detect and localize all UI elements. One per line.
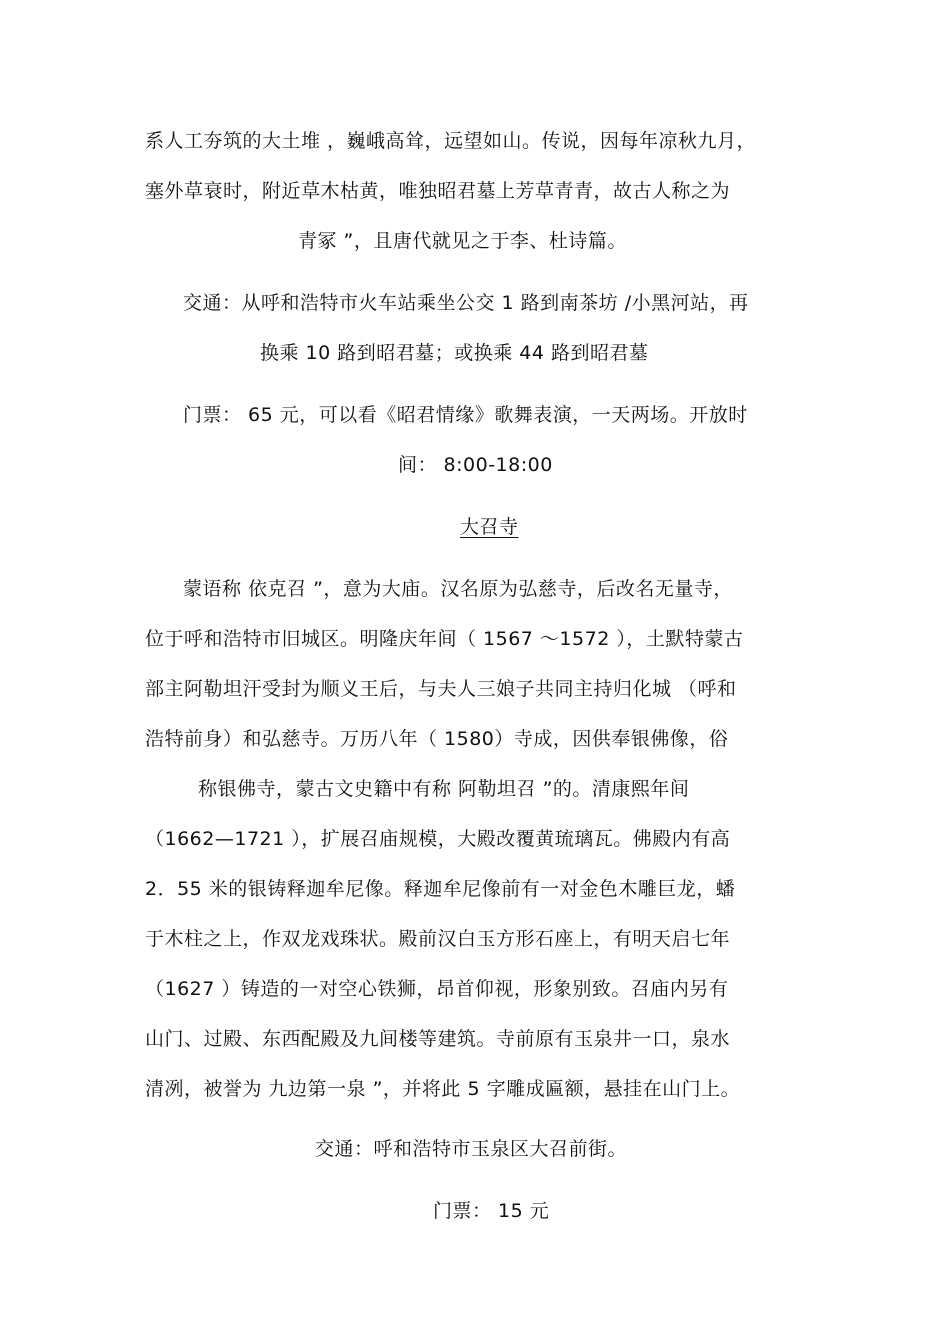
- body-text-line: 山门、过殿、东西配殿及九间楼等建筑。寺前原有玉泉井一口，泉水: [145, 1028, 731, 1050]
- body-text-line: 位于呼和浩特市旧城区。明隆庆年间（ 1567 ～1572 ），土默特蒙古: [145, 628, 744, 650]
- body-text-line: 蒙语称 依克召 ”，意为大庙。汉名原为弘慈寺，后改名无量寺，: [183, 578, 733, 600]
- body-text-line: 青冢 ”，且唐代就见之于李、杜诗篇。: [298, 230, 627, 252]
- body-text-line: 浩特前身）和弘慈寺。万历八年（ 1580）寺成，因供奉银佛像，俗: [145, 728, 729, 750]
- transport-text-line: 交通：从呼和浩特市火车站乘坐公交 1 路到南茶坊 /小黑河站，再: [183, 292, 749, 314]
- body-text-line: （1627 ）铸造的一对空心铁狮，昂首仰视，形象别致。召庙内另有: [145, 978, 729, 1000]
- transport-text-line: 交通：呼和浩特市玉泉区大召前街。: [315, 1138, 628, 1160]
- body-text-line: 系人工夯筑的大土堆 ，巍峨高耸，远望如山。传说，因每年凉秋九月，: [145, 130, 757, 152]
- body-text-line: 称银佛寺，蒙古文史籍中有称 阿勒坦召 ”的。清康熙年间: [198, 778, 690, 800]
- body-text-line: 于木柱之上，作双龙戏珠状。殿前汉白玉方形石座上，有明天启七年: [145, 928, 731, 950]
- body-text-line: （1662—1721 ），扩展召庙规模，大殿改覆黄琉璃瓦。佛殿内有高: [145, 828, 731, 850]
- ticket-text-line: 间： 8:00-18:00: [398, 454, 553, 476]
- ticket-text-line: 门票： 15 元: [433, 1200, 550, 1222]
- section-heading: 大召寺: [460, 516, 519, 538]
- transport-text-line: 换乘 10 路到昭君墓；或换乘 44 路到昭君墓: [260, 342, 649, 364]
- body-text-line: 2．55 米的银铸释迦牟尼像。释迦牟尼像前有一对金色木雕巨龙，蟠: [145, 878, 736, 900]
- body-text-line: 清冽，被誉为 九边第一泉 ”，并将此 5 字雕成匾额，悬挂在山门上。: [145, 1078, 741, 1100]
- body-text-line: 塞外草衰时，附近草木枯黄，唯独昭君墓上芳草青青，故古人称之为: [145, 180, 731, 202]
- ticket-text-line: 门票： 65 元，可以看《昭君情缘》歌舞表演，一天两场。开放时: [183, 404, 748, 426]
- body-text-line: 部主阿勒坦汗受封为顺义王后，与夫人三娘子共同主持归化城 （呼和: [145, 678, 737, 700]
